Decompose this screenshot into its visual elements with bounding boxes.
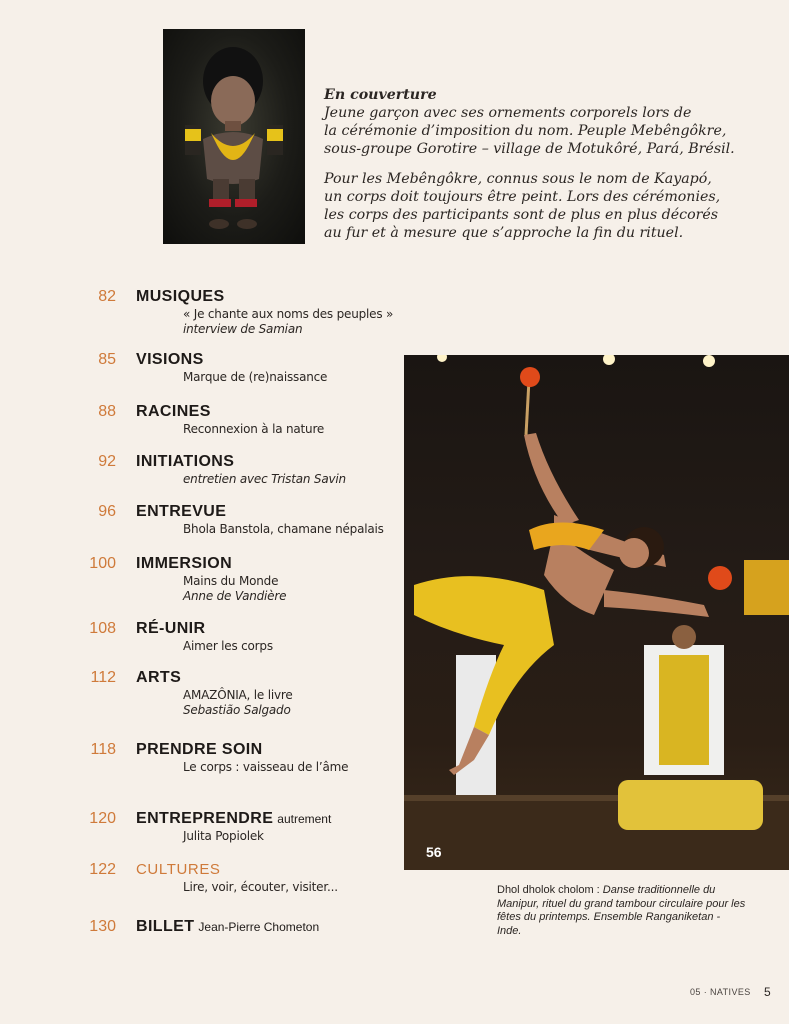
caption-lead: Dhol dholok cholom : — [497, 884, 603, 896]
toc-title — [136, 918, 319, 936]
toc-subtitle: Bhola Banstola, chamane népalais — [183, 522, 384, 536]
toc-page-number: 100 — [89, 555, 116, 572]
toc-subtitle: AMAZÔNIA, le livre — [183, 688, 293, 702]
cover-line: Jeune garçon avec ses ornements corporels lors de — [324, 105, 692, 121]
photo-caption — [497, 884, 747, 938]
toc-title-suffix: autrement — [277, 812, 332, 826]
toc-title — [136, 453, 234, 471]
toc-title-text: ENTREVUE — [136, 503, 227, 520]
toc-subtitle: Marque de (re)naissance — [183, 370, 328, 384]
toc-subtitle: Sebastião Salgado — [183, 703, 291, 717]
toc-title — [136, 403, 211, 421]
caption-text: Danse traditionnelle du Manipur, rituel du grand tambour circulaire pour les fêtes du printemps. Ensemble Ranganiketan - Inde. — [497, 884, 746, 937]
cover-line: sous-groupe Gorotire – village de Motukôré, Pará, Brésil. — [324, 141, 735, 157]
toc-page-number: 112 — [90, 669, 116, 686]
toc-title — [136, 861, 221, 878]
toc-title — [136, 620, 205, 638]
toc-title — [136, 810, 331, 828]
toc-subtitle: Reconnexion à la nature — [183, 422, 325, 436]
cover-line: au fur et à mesure que s’approche la fin du rituel. — [324, 225, 684, 241]
toc-title — [136, 503, 226, 521]
toc-title-text: ENTREPRENDRE — [136, 810, 274, 827]
toc-page-number: 82 — [98, 288, 116, 305]
toc-subtitle: entretien avec Tristan Savin — [183, 472, 346, 486]
toc-title-text: INITIATIONS — [136, 453, 235, 470]
toc-title-text: BILLET — [136, 918, 195, 935]
cover-heading: En couverture — [324, 87, 437, 103]
toc-subtitle: Anne de Vandière — [183, 589, 287, 603]
toc-title — [136, 741, 263, 759]
dance-photo — [404, 355, 789, 870]
photo-page-reference: 56 — [426, 844, 442, 860]
toc-title-text: RÉ-UNIR — [136, 620, 206, 637]
toc-subtitle: Aimer les corps — [183, 639, 273, 653]
cover-line: un corps doit toujours être peint. Lors des cérémonies, — [324, 189, 721, 205]
toc-subtitle: Mains du Monde — [183, 574, 279, 588]
toc-subtitle: Le corps : vaisseau de l’âme — [183, 760, 349, 774]
toc-page-number: 118 — [90, 741, 116, 758]
toc-title-text: MUSIQUES — [136, 288, 225, 305]
cover-line: Pour les Mebêngôkre, connus sous le nom de Kayapó, — [324, 171, 712, 187]
footer-label: 05 · NATIVES — [690, 987, 751, 997]
toc-title — [136, 351, 204, 369]
cover-line: la cérémonie d’imposition du nom. Peuple Mebêngôkre, — [324, 123, 727, 139]
toc-title — [136, 288, 225, 306]
toc-title — [136, 555, 232, 573]
toc-page-number: 96 — [98, 503, 116, 520]
toc-subtitle: Lire, voir, écouter, visiter... — [183, 880, 338, 894]
toc-page-number: 92 — [98, 453, 116, 470]
dance-scene-image — [404, 355, 789, 870]
toc-title — [136, 669, 181, 687]
toc-title-text: VISIONS — [136, 351, 204, 368]
toc-title-text: RACINES — [136, 403, 211, 420]
toc-page-number: 122 — [89, 861, 116, 878]
toc-page-number: 130 — [89, 918, 116, 935]
toc-title-text: CULTURES — [136, 861, 221, 878]
toc-subtitle: Julita Popiolek — [183, 829, 264, 843]
toc-title-text: ARTS — [136, 669, 182, 686]
photo-credit-mark — [766, 250, 776, 310]
cover-line: les corps des participants sont de plus en plus décorés — [324, 207, 719, 223]
page-number: 5 — [764, 985, 771, 999]
toc-page-number: 108 — [89, 620, 116, 637]
toc-subtitle: « Je chante aux noms des peuples » — [183, 307, 394, 321]
toc-title-suffix: Jean-Pierre Chometon — [198, 920, 320, 934]
toc-title-text: PRENDRE SOIN — [136, 741, 263, 758]
toc-title-text: IMMERSION — [136, 555, 233, 572]
toc-page-number: 120 — [89, 810, 116, 827]
toc-page-number: 85 — [98, 351, 116, 368]
toc-subtitle: interview de Samian — [183, 322, 303, 336]
toc-page-number: 88 — [98, 403, 116, 420]
